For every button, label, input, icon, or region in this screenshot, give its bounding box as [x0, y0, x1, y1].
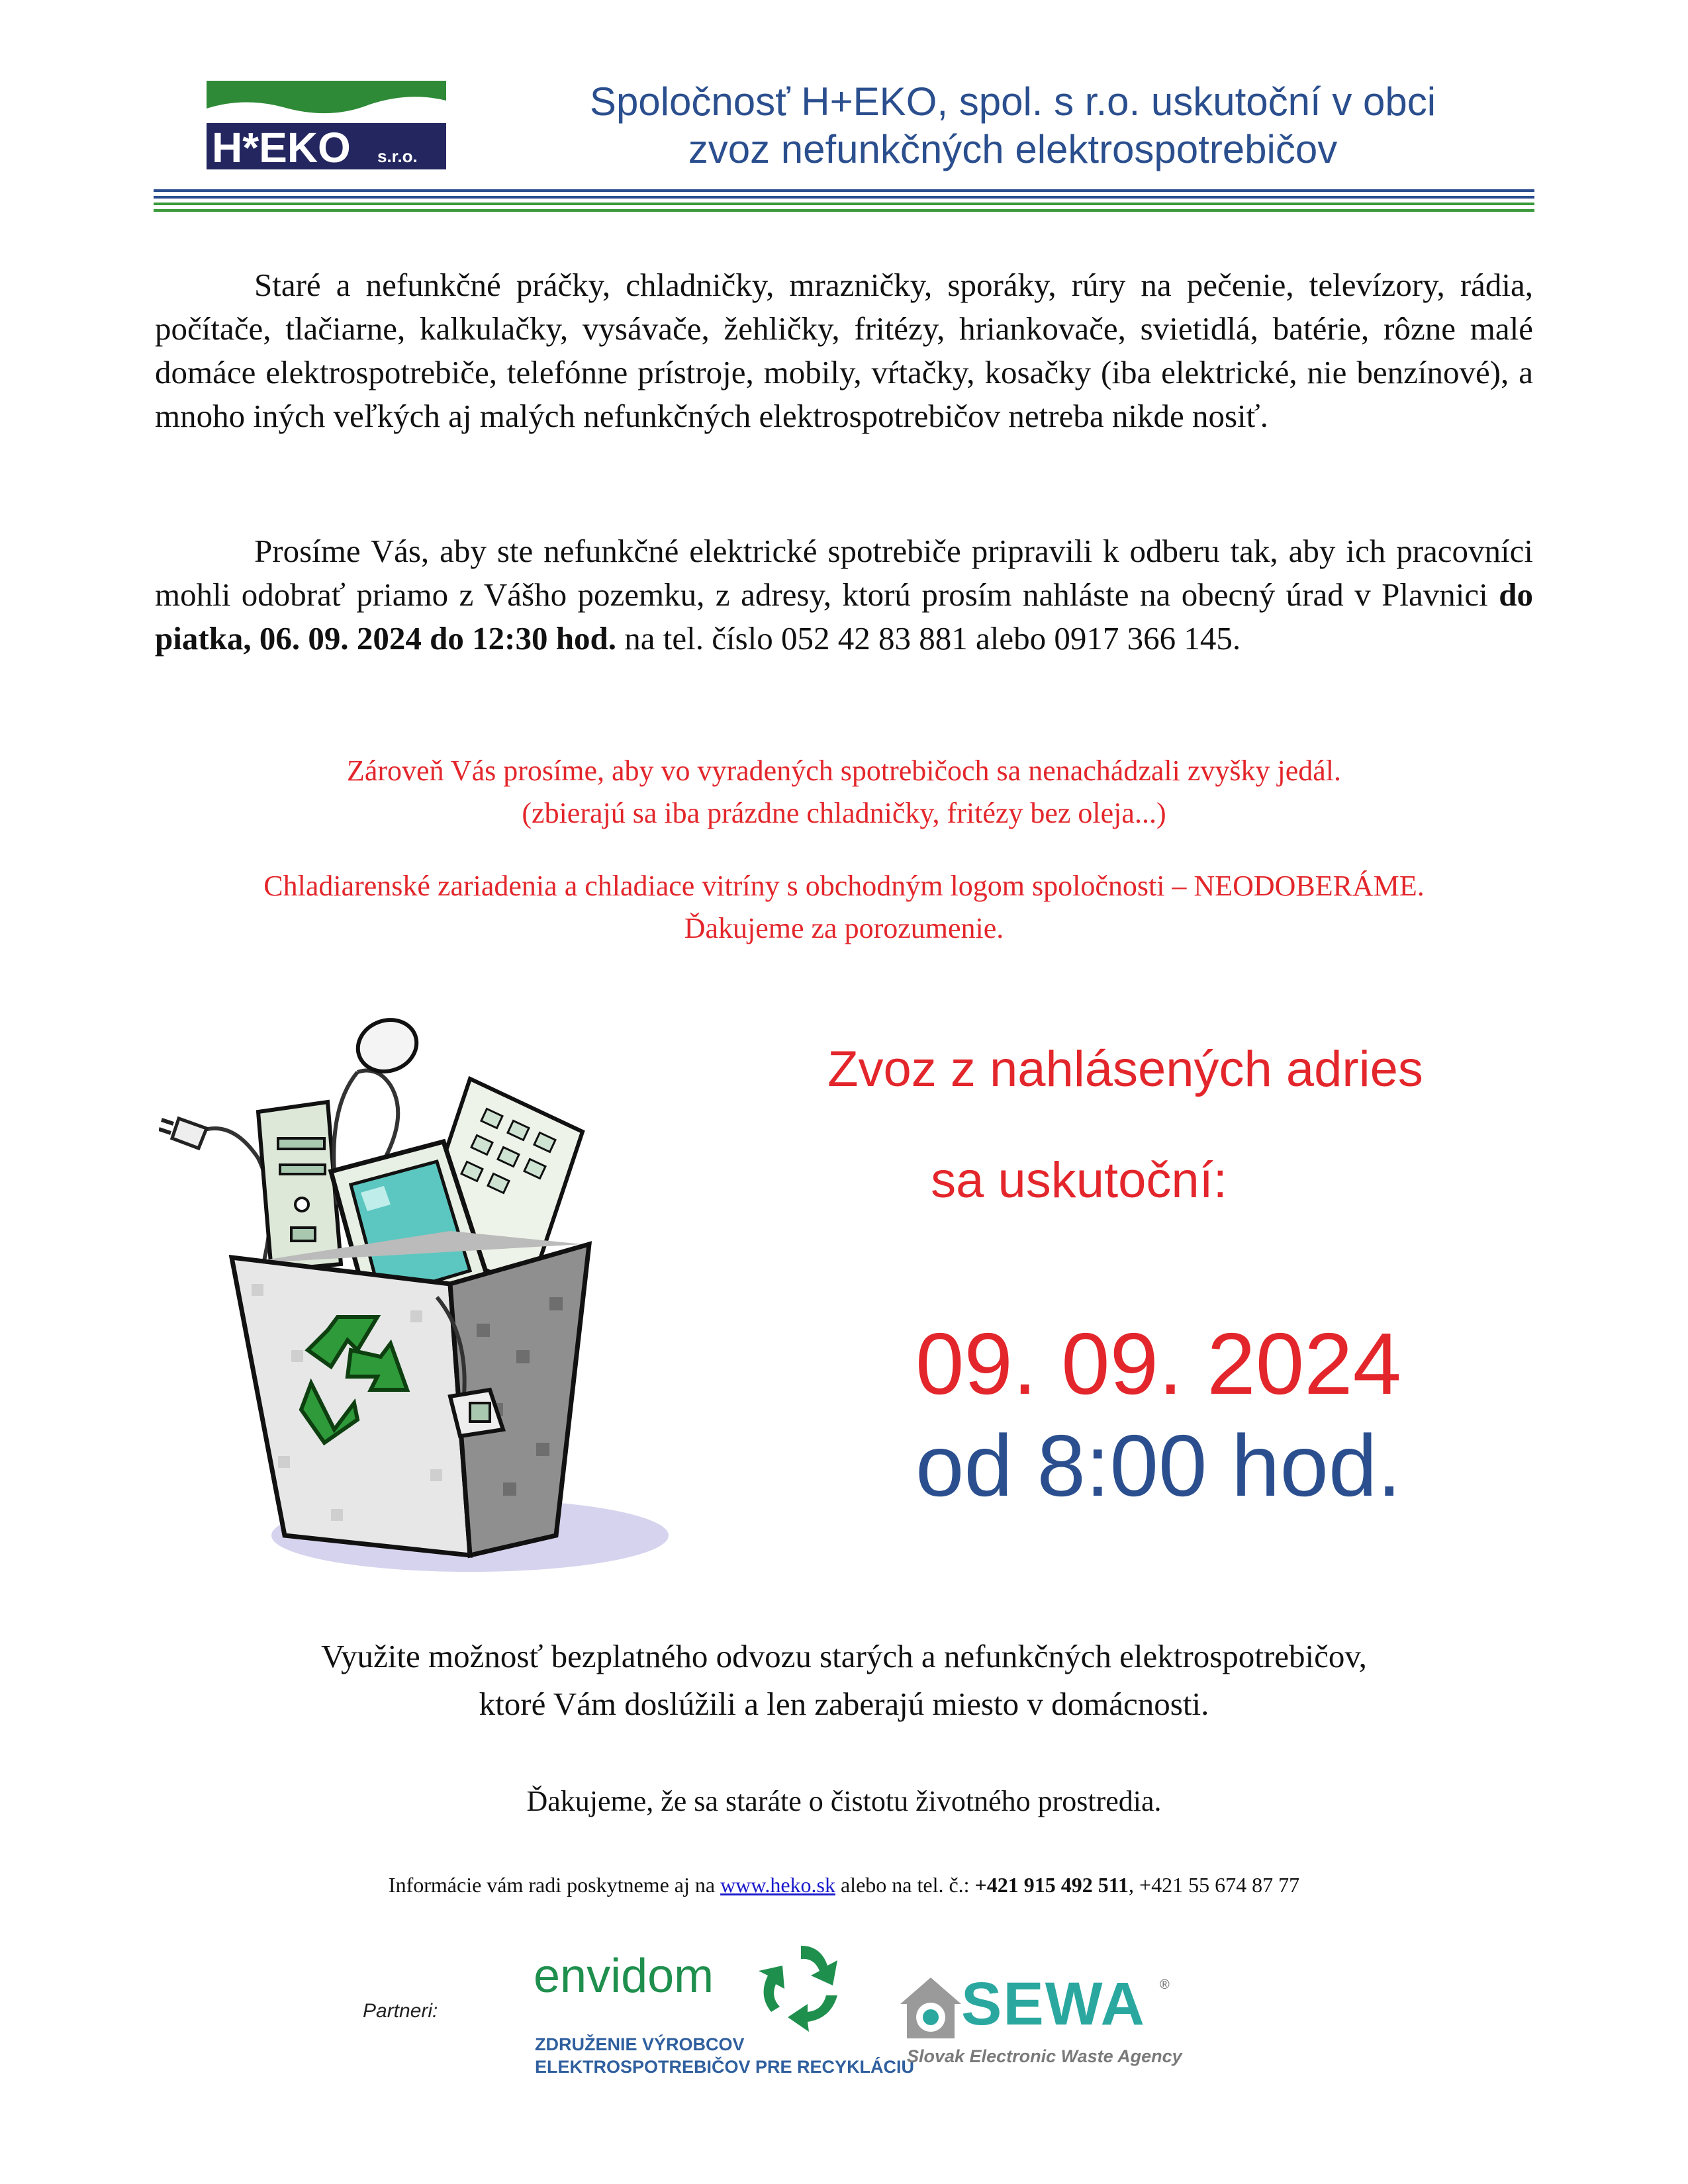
sewa-logo-name: SEWA	[961, 1970, 1146, 2038]
envidom-logo-name: envidom	[534, 1950, 714, 2003]
header-rule-blue	[154, 189, 1534, 192]
thanks-text: Ďakujeme, že sa staráte o čistotu životného prostredia.	[526, 1785, 1162, 1817]
closing-line1: Využite možnosť bezplatného odvozu starých a nefunkčných elektrospotrebičov,	[321, 1638, 1367, 1674]
header-title-line1: Spoločnosť H+EKO, spol. s r.o. uskutoční v obci	[589, 79, 1436, 124]
notice-food-line2: (zbierajú sa iba prázdne chladničky, fritézy bez oleja...)	[522, 797, 1166, 829]
envidom-subtitle-line2: ELEKTROSPOTREBIČOV PRE RECYKLÁCIU	[535, 2057, 915, 2077]
paragraph-instructions-start: Prosíme Vás, aby ste nefunkčné elektrické spotrebiče pripravili k odberu tak, aby ich pracovníci mohli odobrať priamo z Vášho pozemku, z adresy, ktorú prosím nahláste na obecný úrad v Plavnici	[155, 533, 1533, 613]
envidom-subtitle-line1: ZDRUŽENIE VÝROBCOV	[535, 2034, 745, 2054]
heko-website-link[interactable]: www.heko.sk	[720, 1873, 835, 1897]
partners-label: Partneri:	[363, 2000, 438, 2022]
schedule-date: 09. 09. 2024	[915, 1315, 1401, 1412]
contact-info-mid: alebo na tel. č.:	[835, 1873, 975, 1897]
logo-text: H*EKO	[212, 124, 351, 171]
logo-suffix: s.r.o.	[377, 146, 418, 166]
contact-phone-primary: +421 915 492 511	[974, 1873, 1129, 1897]
schedule-time: od 8:00 hod.	[915, 1417, 1401, 1514]
sewa-house-icon	[898, 1975, 964, 2041]
notice-commercial-line1: Chladiarenské zariadenia a chladiace vitríny s obchodným logom spoločnosti – NEODOBERÁME.	[263, 870, 1425, 902]
header-rule-blue	[154, 196, 1534, 199]
header-title-line2: zvoz nefunkčných elektrospotrebičov	[688, 127, 1338, 171]
paragraph-instructions-end: na tel. číslo 052 42 83 881 alebo 0917 366 145.	[616, 620, 1241, 657]
schedule-line2: sa uskutoční:	[931, 1152, 1227, 1208]
contact-info-start: Informácie vám radi poskytneme aj na	[388, 1873, 721, 1897]
deadline-text: do piatka, 06. 09. 2024 do 12:30 hod.	[155, 576, 1533, 657]
header-title	[463, 78, 1562, 173]
recycling-bin-illustration	[159, 1006, 688, 1575]
contact-info-end: , +421 55 674 87 77	[1129, 1873, 1300, 1897]
contact-info	[155, 1870, 1533, 1899]
closing-line2: ktoré Vám doslúžili a len zaberajú miesto v domácnosti.	[479, 1686, 1209, 1722]
sewa-subtitle: Slovak Electronic Waste Agency	[907, 2046, 1182, 2066]
envidom-recycle-icon	[755, 1939, 847, 2032]
notice-food-line1: Zároveň Vás prosíme, aby vo vyradených spotrebičoch sa nenachádzali zvyšky jedál.	[347, 754, 1341, 787]
paragraph-appliances: Staré a nefunkčné práčky, chladničky, mrazničky, sporáky, rúry na pečenie, televízory, rádia, počítače, tlačiarne, kalkulačky, vysávače, žehličky, fritézy, hriankovače, svietidlá, batérie, rôzne malé domáce elektrospotrebiče, telefónne prístroje, mobily, vŕtačky, kosačky (iba elektrické, nie benzínové), a mnoho iných veľkých aj malých nefunkčných elektrospotrebičov netreba nikde nosiť.	[155, 267, 1533, 434]
notice-commercial-line2: Ďakujeme za porozumenie.	[684, 912, 1004, 944]
heko-logo	[204, 78, 449, 171]
header-rule-green	[154, 203, 1534, 205]
schedule-line1: Zvoz z nahlásených adries	[827, 1041, 1423, 1097]
paragraph-instructions	[155, 529, 1533, 660]
header-rule-green	[154, 209, 1534, 212]
sewa-registered-mark: ®	[1160, 1978, 1170, 1992]
